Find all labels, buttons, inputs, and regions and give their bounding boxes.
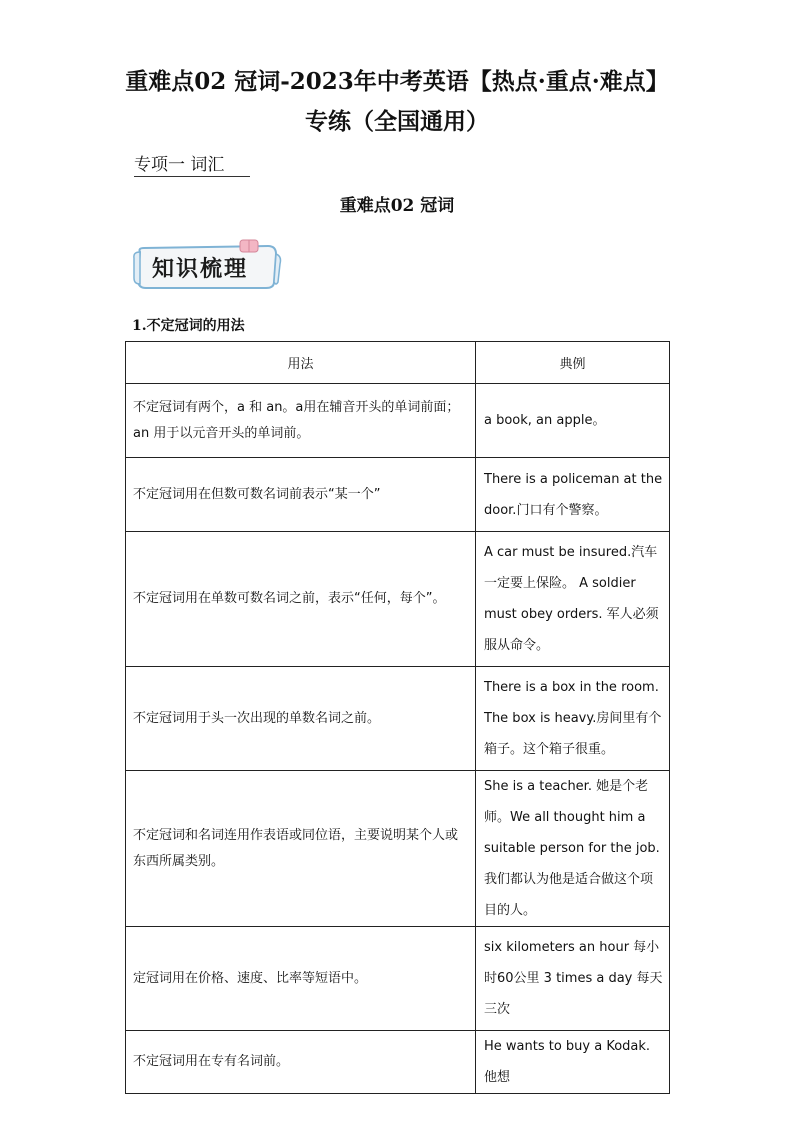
example-cell: He wants to buy a Kodak.他想 (476, 1031, 670, 1094)
header-usage: 用法 (126, 342, 476, 384)
usage-cell: 不定冠词用在专有名词前。 (126, 1031, 476, 1094)
example-cell: There is a box in the room. The box is heavy.房间里有个箱子。这个箱子很重。 (476, 667, 670, 771)
subject-label: 专项一 词汇 (134, 154, 250, 177)
usage-cell: 不定冠词用在但数可数名词前表示“某一个” (126, 458, 476, 532)
usage-cell: 不定冠词用于头一次出现的单数名词之前。 (126, 667, 476, 771)
table-row (126, 384, 670, 458)
example-cell: six kilometers an hour 每小时60公里 3 times a day 每天三次 (476, 927, 670, 1031)
usage-cell: 不定冠词有两个，a 和 an。a用在辅音开头的单词前面；an 用于以元音开头的单词前。 (126, 384, 476, 458)
header-example: 典例 (476, 342, 670, 384)
table-row (126, 771, 670, 927)
table-row (126, 458, 670, 532)
table-row (126, 667, 670, 771)
table-row (126, 532, 670, 667)
section-heading: 1.不定冠词的用法 (132, 318, 245, 334)
table-row (126, 1031, 670, 1094)
usage-table (125, 341, 670, 1094)
example-cell: A car must be insured.汽车一定要上保险。 A soldier must obey orders. 军人必须服从命令。 (476, 532, 670, 667)
knowledge-banner (130, 238, 282, 294)
document-title: 重难点02 冠词-2023年中考英语【热点·重点·难点】专练（全国通用） (125, 68, 669, 135)
example-cell: a book, an apple。 (476, 384, 670, 458)
usage-cell: 定冠词用在价格、速度、比率等短语中。 (126, 927, 476, 1031)
usage-cell: 不定冠词用在单数可数名词之前，表示“任何，每个”。 (126, 532, 476, 667)
section-subtitle: 重难点02 冠词 (339, 196, 455, 216)
example-cell: There is a policeman at the door.门口有个警察。 (476, 458, 670, 532)
table-row (126, 927, 670, 1031)
usage-cell: 不定冠词和名词连用作表语或同位语，主要说明某个人或东西所属类别。 (126, 771, 476, 927)
banner-label: 知识梳理 (152, 256, 249, 282)
example-cell: She is a teacher. 她是个老师。We all thought him a suitable person for the job.我们都认为他是适合做这个项目的人。 (476, 771, 670, 927)
table-header-row (126, 342, 670, 384)
